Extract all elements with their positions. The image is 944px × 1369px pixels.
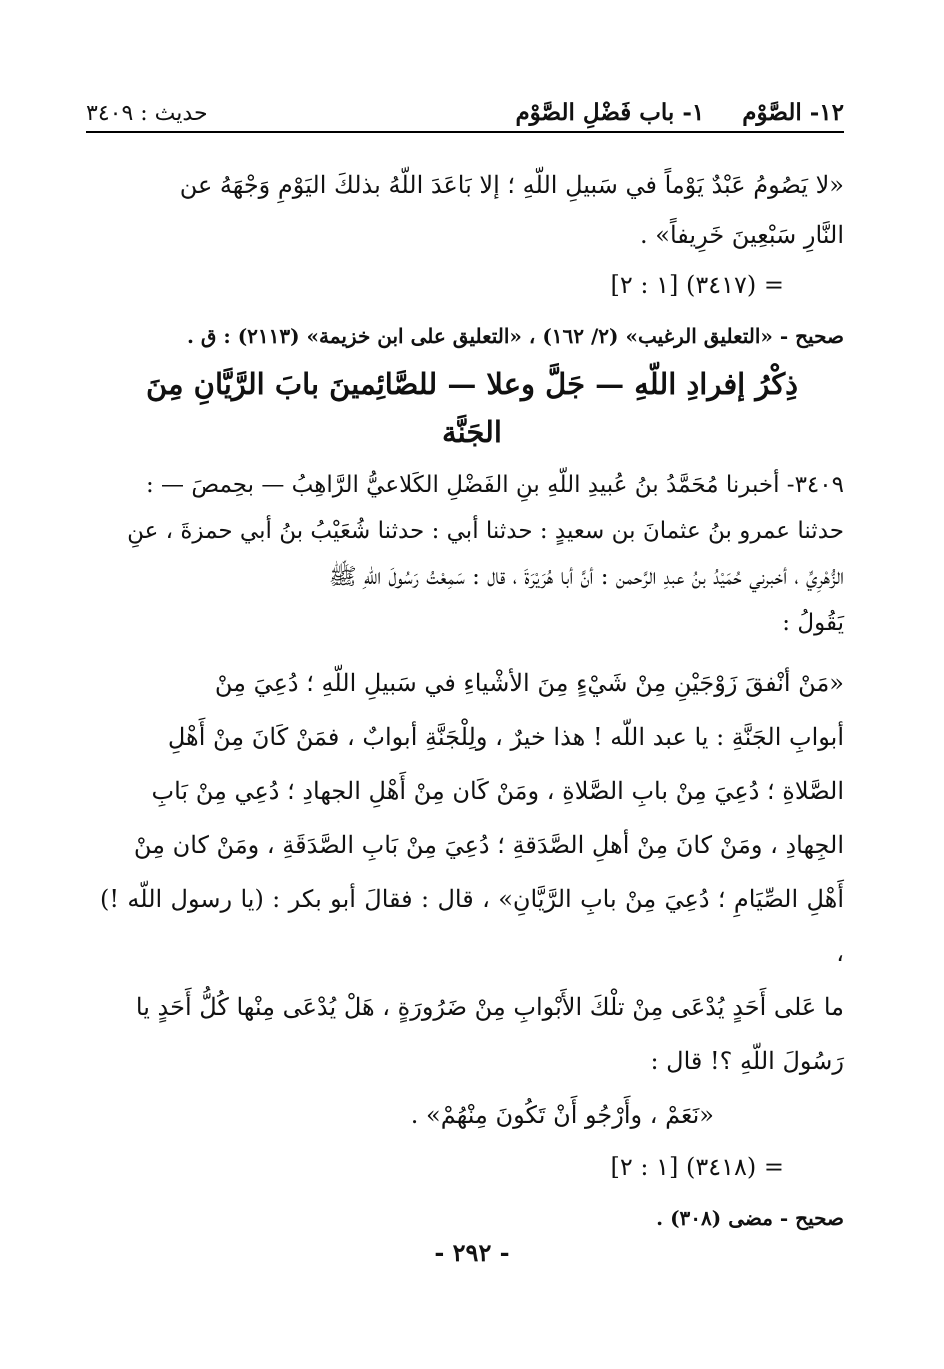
hadith-ref: = (٣٤١٨) [١ : ٢]	[610, 1153, 784, 1181]
matn-line: أبوابِ الجَنَّةِ : يا عبد اللّه ! هذا خيرٌ ، ولِلْجَنَّةِ أبوابٌ ، فمَنْ كَانَ مِنْ أَهْلِ	[167, 723, 844, 751]
matn-line: أَهْلِ الصِّيَامِ ؛ دُعِيَ مِنْ بابِ الرَّيَّانِ» ، قال : فقالَ أبو بكر : (يا رسول اللّه !) ،	[100, 885, 844, 967]
prev-hadith-grade: صحيح - «التعليق الرغيب» (٢/ ١٦٢) ، «التعليق على ابن خزيمة» (٢١١٣) : ق .	[186, 324, 844, 348]
hadith-isnad	[100, 462, 844, 646]
header-bab: ١- باب فَضْلِ الصَّوْم	[515, 99, 705, 126]
prev-hadith-ref: = (٣٤١٧) [١ : ٢]	[610, 271, 784, 299]
chapter-heading-line: الجَنَّة	[442, 415, 502, 449]
page-body	[100, 160, 844, 1238]
hadith-matn	[100, 656, 844, 1142]
matn-line: «مَنْ أنْفقَ زَوْجَيْنِ مِنْ شَيْءٍ مِنَ الأشْياءِ في سَبيلِ اللّهِ ؛ دُعِيَ مِنْ	[214, 669, 844, 697]
header-rule	[86, 131, 844, 133]
prev-matn-line: النَّارِ سَبْعِينَ خَرِيفاً» .	[640, 221, 844, 249]
matn-answer: «نَعَمْ ، وأَرْجُو أَنْ تَكُونَ مِنْهُمْ» .	[410, 1101, 714, 1129]
prev-matn-line: «لا يَصُومُ عَبْدٌ يَوْماً في سَبيلِ اللّهِ ؛ إلا بَاعَدَ اللّهُ بذلكَ اليَوْمِ وَجْهَهُ عن	[179, 171, 844, 199]
isnad-line: يَقُولُ :	[782, 610, 844, 636]
matn-line: الصَّلاةِ ؛ دُعِيَ مِنْ بابِ الصَّلاةِ ، ومَنْ كَان مِنْ أَهْلِ الجهادِ ؛ دُعِي مِنْ بَابِ	[151, 777, 844, 805]
isnad-line: حدثنا عمرو بنُ عثمانَ بن سعيدٍ : حدثنا أبي : حدثنا شُعَيْبُ بنُ أبي حمزةَ ، عنِ	[127, 518, 844, 544]
hadith-grade: صحيح - مضى (٣٠٨) .	[656, 1206, 844, 1230]
matn-line: ما عَلى أَحَدٍ يُدْعَى مِنْ تلْكَ الأَبْوابِ مِنْ ضَرُورَةٍ ، هَلْ يُدْعَى مِنْها كُلُّ أَحَدٍ يا	[135, 993, 844, 1021]
matn-line: رَسُولَ اللّهِ ؟! قال :	[650, 1047, 844, 1075]
isnad-line: الزُّهْرِيِّ ، أخبرني حُمَيْدُ بنُ عبدِ الرَّحمن : أنَّ أبا هُرَيْرَةَ ، قال : سَمِعْتُ رَسُولَ اللّهِ ﷺ	[328, 564, 844, 590]
chapter-heading-line: ذِكْرُ إفرادِ اللّهِ — جَلَّ وعلا — للصَّائِمينَ بابَ الرَّيَّانِ مِنَ	[145, 367, 799, 401]
running-header	[86, 86, 844, 126]
page-number: - ٢٩٢ -	[434, 1238, 510, 1267]
matn-line: الجِهادِ ، ومَنْ كانَ مِنْ أهلِ الصَّدَقةِ ؛ دُعِيَ مِنْ بَابِ الصَّدَقَةِ ، ومَنْ كان مِنْ	[133, 831, 844, 859]
previous-hadith	[100, 160, 844, 356]
isnad-line: ٣٤٠٩- أخبرنا مُحَمَّدُ بنُ عُبيدِ اللّهِ بنِ الفَضْلِ الكَلاعيُّ الرَّاهِبُ — بحِمصَ — :	[145, 472, 844, 498]
header-hadith-ref: حديث : ٣٤٠٩	[86, 101, 208, 126]
header-chapter: ١٢- الصَّوْم	[742, 99, 844, 126]
chapter-heading	[100, 360, 844, 456]
